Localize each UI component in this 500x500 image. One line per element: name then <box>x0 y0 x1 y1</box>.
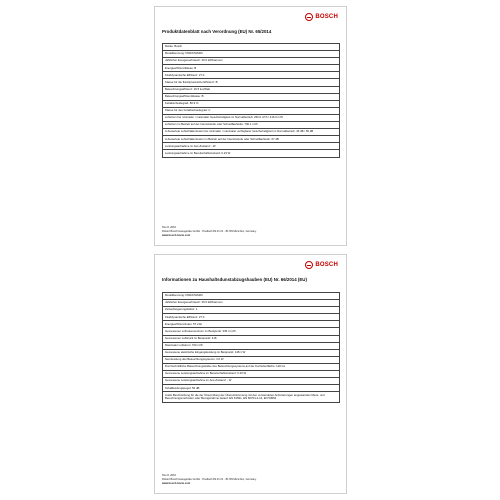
footer-company: Robert Bosch Hausgeräte GmbH · Postfach 83 01 01 · 81739 München, Germany <box>162 478 257 481</box>
bosch-armature-icon <box>305 13 313 21</box>
footer-date: Nov 8, 2016 <box>162 474 176 477</box>
footer-website: www.bosch-home.com <box>162 234 191 237</box>
footer-website: www.bosch-home.com <box>162 482 191 485</box>
sheet-footer <box>162 474 340 486</box>
table-row: Gemessener Luftvolumenstrom im Bestpunkt: 335.4 m³/h <box>163 328 339 335</box>
product-data-sheet <box>154 6 347 246</box>
bosch-logo <box>305 261 338 269</box>
table-row: Maximaler Luftstrom: 700 m³/h <box>163 343 339 350</box>
data-table <box>162 43 340 158</box>
table-row: A-bewertete Luftschallemission bei minimaler / maximaler verfügbarer Geschwindigkeit im Normalbetrieb: 46 dB / 56 dB <box>163 129 339 136</box>
table-row: Marke: Bosch <box>163 44 339 51</box>
table-row: Luftstrom im Betrieb auf der Intensivstufe oder Schnelllaufstufe: 700.1 m³/h <box>163 122 339 129</box>
sheet-footer <box>162 226 340 238</box>
table-row: Gemessener Luftdruck im Bestpunkt: 418 <box>163 336 339 343</box>
table-row: Jährlicher Energieverbrauch: 36.6 kWh/annum <box>163 300 339 307</box>
table-row: Energieeffizienzklasse: B <box>163 65 339 72</box>
table-row: Zeitverlängerungsfaktor: 1 <box>163 307 339 314</box>
data-table <box>162 292 340 403</box>
table-row: Schallleistungspegel: 56 dB <box>163 385 339 392</box>
table-row: Luftstrom bei minimaler / maximaler Geschwindigkeit im Normalbetrieb: 260.0 m³/h / 416.0 m³/h <box>163 115 339 122</box>
table-row: Fettabscheidegrad: 80.9 % <box>163 101 339 108</box>
table-row: Durchschnittliche Beleuchtungsstärke des Beleuchtungssystems auf der Kochoberfläche: 120 lux <box>163 364 339 371</box>
table-row: Modellkennung: DWK97HM60 <box>163 293 339 300</box>
table-row: Gemessene Leistungsaufnahme im Bereitschaftszustand: 0.23 W <box>163 371 339 378</box>
logo-text: BOSCH <box>315 262 338 268</box>
table-row: Leistungsaufnahme im Bereitschaftszustand: 0.23 W <box>165 150 231 155</box>
table-row: Energieeffizienzindex: 57.2 EI <box>163 321 339 328</box>
sheet-title: Informationen zu Haushaltsdunstabzugshauben (EU) Nr. 66/2014 (EU) <box>162 277 307 282</box>
table-row: Nennleistung des Beleuchtungssystems: 3.0 W <box>163 357 339 364</box>
table-row: Audio Beschreibung für die der Überprüfung der Übereinstimmung mit den verwendeten Anforderungen angewandten Mess- und Berechnungsmethoden oder Bezugsnahme darauf: EN 61591, EN 60704-2-13, EN 50564 <box>165 392 325 401</box>
bosch-armature-icon <box>305 261 313 269</box>
sheet-title: Produktdatenblatt nach Verordnung (EU) Nr. 65/2014 <box>162 29 272 34</box>
table-row: Beleuchtungseffizienz: 26.5 lux/Watt <box>163 87 339 94</box>
footer-company: Robert Bosch Hausgeräte GmbH · Postfach 83 01 01 · 81739 München, Germany <box>162 230 257 233</box>
table-row: A-bewertete Luftschallemission im Betrieb auf der Intensivstufe oder Schnelllaufstufe: 67 dB <box>163 136 339 143</box>
table-row: Klasse für den Fettabscheidegrad: C <box>163 108 339 115</box>
table-row: Gemessene elektrische Eingangsleistung im Bestpunkt: 148.1 W <box>163 350 339 357</box>
hood-information-sheet <box>154 254 347 494</box>
bosch-logo <box>305 13 338 21</box>
table-row: Leistungsaufnahme im Aus-Zustand: - W <box>163 143 339 150</box>
table-row: Beleuchtungseffizienzklasse: B <box>163 94 339 101</box>
logo-text: BOSCH <box>315 14 338 20</box>
table-row: Modellkennung: DWK97HM60 <box>163 51 339 58</box>
table-row: Jährlicher Energieverbrauch: 36.6 kWh/annum <box>163 58 339 65</box>
table-row: Fluiddynamische Effizienz: 27.0 <box>163 314 339 321</box>
table-row: Klasse für die fluiddynamische Effizienz: B <box>163 79 339 86</box>
footer-date: Nov 8, 2016 <box>162 226 176 229</box>
table-row: Fluiddynamische Effizienz: 27.0 <box>163 72 339 79</box>
table-row: Gemessene Leistungsaufnahme im Aus-Zustand: - W <box>163 378 339 385</box>
